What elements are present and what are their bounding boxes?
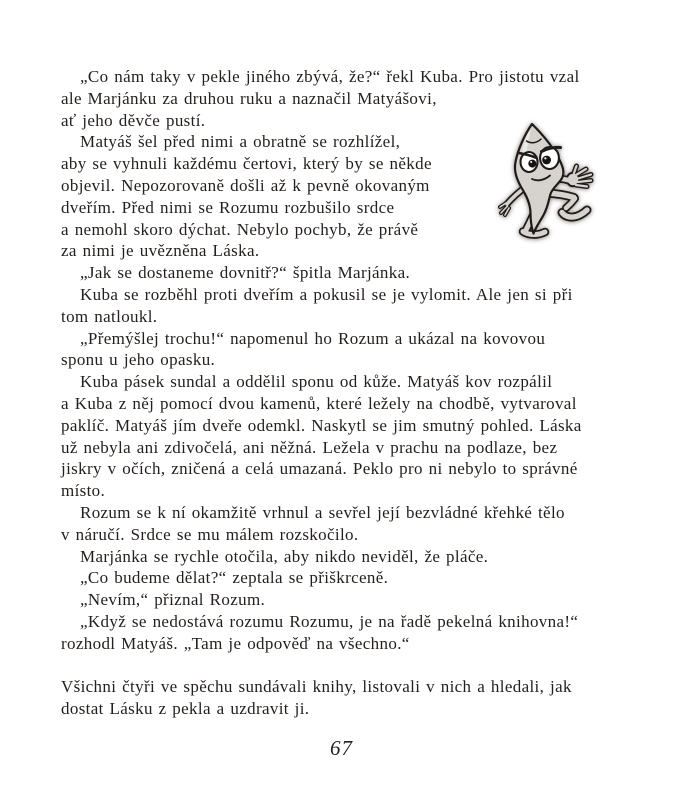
text-line: za nimi je uvězněna Láska. [61, 241, 260, 261]
text-line: dostat Lásku z pekla a uzdravit ji. [61, 699, 310, 719]
page-number: 67 [330, 736, 353, 760]
text-line: tom natloukl. [61, 306, 158, 326]
blank-line [61, 655, 636, 677]
text-line: „Co nám taky v pekle jiného zbývá, že?“ řekl Kuba. Pro jistotu vzal [80, 67, 580, 86]
text-line: Marjánka se rychle otočila, aby nikdo neviděl, že pláče. [80, 546, 489, 566]
text-line: a Kuba z něj pomocí dvou kamenů, které ležely na chodbě, vytvaroval [61, 393, 577, 413]
text-line: aby se vyhnuli každému čertovi, který by se někde [61, 154, 432, 174]
text-line: objevil. Nepozorovaně došli až k pevně okovaným [61, 175, 430, 195]
text-line: dveřím. Před nimi se Rozumu rozbušilo srdce [61, 197, 395, 217]
text-line: Kuba pásek sundal a oddělil sponu od kůže. Matyáš kov rozpálil [80, 372, 553, 392]
text-line: „Co budeme dělat?“ zeptala se přiškrceně. [80, 568, 389, 588]
text-line: Matyáš šel před nimi a obratně se rozhlížel, [80, 132, 401, 152]
text-line: Kuba se rozběhl proti dveřím a pokusil se je vylomit. Ale jen si při [80, 284, 573, 304]
text-line: Všichni čtyři ve spěchu sundávali knihy, listovali v nich a hledali, jak [61, 677, 572, 697]
text-line: jiskry v očích, zničená a celá umazaná. Peklo pro ni nebylo to správné [61, 459, 578, 479]
text-line: rozhodl Matyáš. „Tam je odpověď na všechno.“ [61, 633, 410, 653]
text-line: ať jeho děvče pustí. [61, 110, 206, 130]
text-line: „Když se nedostává rozumu Rozumu, je na řadě pekelná knihovna!“ [80, 611, 579, 631]
text-line: už nebyla ani zdivočelá, ani něžná. Ležela v prachu na podlaze, bez [61, 437, 558, 457]
text-line: Rozum se k ní okamžitě vrhnul a sevřel její bezvládné křehké tělo [80, 502, 565, 522]
text-line: paklíč. Matyáš jím dveře odemkl. Naskytl se jim smutný pohled. Láska [61, 415, 582, 435]
text-line: místo. [61, 481, 106, 501]
text-line: a nemohl skoro dýchat. Nebylo pochyb, že právě [61, 219, 419, 239]
text-line: sponu u jeho opasku. [61, 350, 216, 370]
text-line: „Nevím,“ přiznal Rozum. [80, 590, 266, 610]
text-line: ale Marjánku za druhou ruku a naznačil Matyášovi, [61, 88, 437, 108]
imp-character-illustration [490, 116, 614, 248]
text-line: v náručí. Srdce se mu málem rozskočilo. [61, 524, 359, 544]
text-line: „Jak se dostaneme dovnitř?“ špitla Marjánka. [80, 263, 411, 283]
text-line: „Přemýšlej trochu!“ napomenul ho Rozum a ukázal na kovovou [80, 328, 546, 348]
